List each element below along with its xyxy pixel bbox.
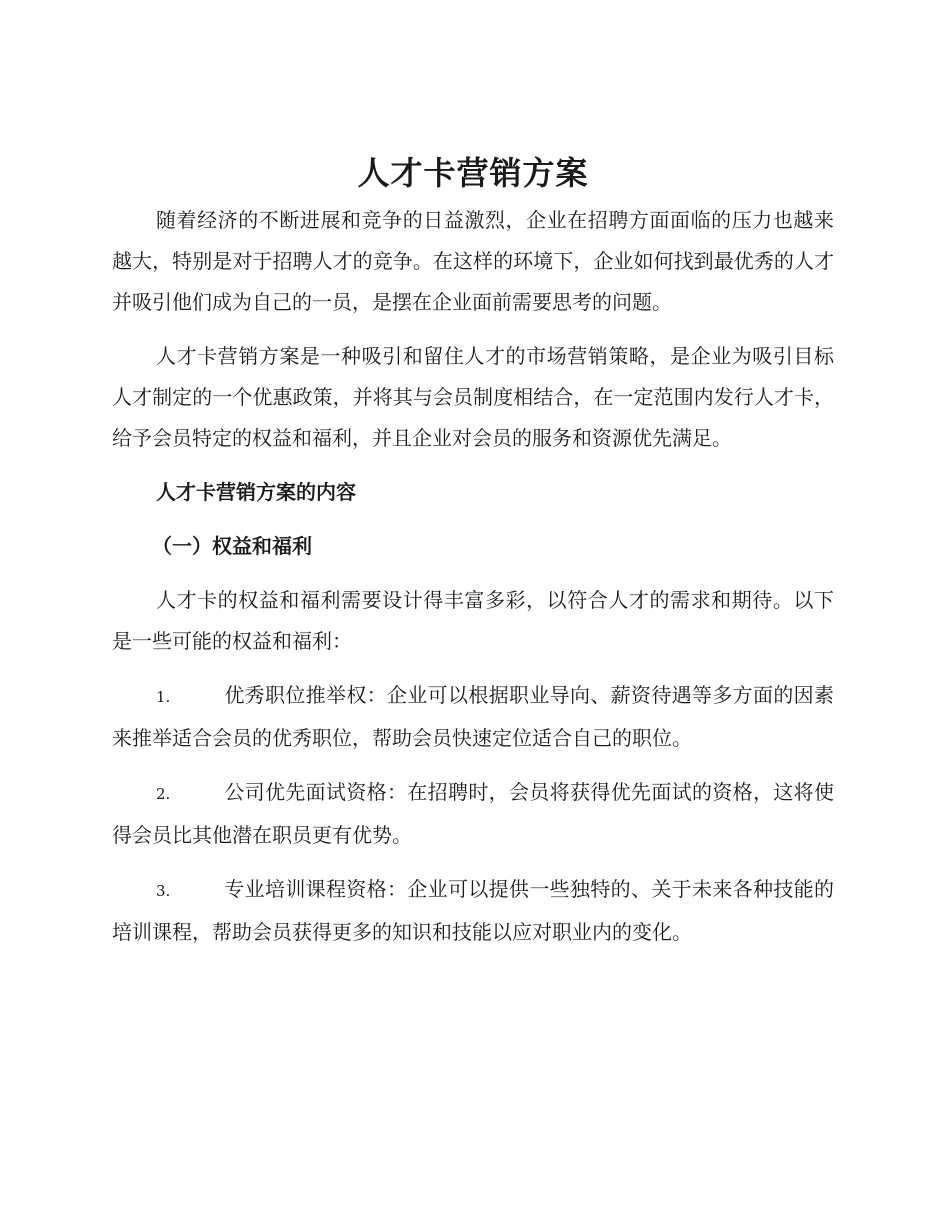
list-item xyxy=(112,772,834,856)
section-heading: 人才卡营销方案的内容 xyxy=(156,480,356,504)
list-item-text: 专业培训课程资格：企业可以提供一些独特的、关于未来各种技能的培训课程，帮助会员获得更多的知识和技能以应对职业内的变化。 xyxy=(112,877,834,944)
list-item-number: 1. xyxy=(156,688,171,706)
intro-paragraph-2: 人才卡营销方案是一种吸引和留住人才的市场营销策略，是企业为吸引目标人才制定的一个优惠政策，并将其与会员制度相结合，在一定范围内发行人才卡，给予会员特定的权益和福利，并且企业对会员的服务和资源优先满足。 xyxy=(112,344,834,450)
list-item xyxy=(112,869,834,953)
list-item xyxy=(112,675,834,759)
document-title: 人才卡营销方案 xyxy=(357,154,589,192)
list-item-text: 优秀职位推举权：企业可以根据职业导向、薪资待遇等多方面的因素来推举适合会员的优秀职位，帮助会员快速定位适合自己的职位。 xyxy=(112,683,834,750)
document-page xyxy=(112,150,834,966)
list-item-number: 3. xyxy=(156,882,171,900)
subsection-heading: （一）权益和福利 xyxy=(152,534,312,558)
list-item-text: 公司优先面试资格：在招聘时，会员将获得优先面试的资格，这将使得会员比其他潜在职员更有优势。 xyxy=(112,780,834,847)
intro-paragraph-1: 随着经济的不断进展和竞争的日益激烈，企业在招聘方面面临的压力也越来越大，特别是对于招聘人才的竞争。在这样的环境下，企业如何找到最优秀的人才并吸引他们成为自己的一员，是摆在企业面前需要思考的问题。 xyxy=(112,208,834,314)
subsection-intro-paragraph: 人才卡的权益和福利需要设计得丰富多彩，以符合人才的需求和期待。以下是一些可能的权益和福利： xyxy=(112,588,834,653)
list-item-number: 2. xyxy=(156,785,171,803)
